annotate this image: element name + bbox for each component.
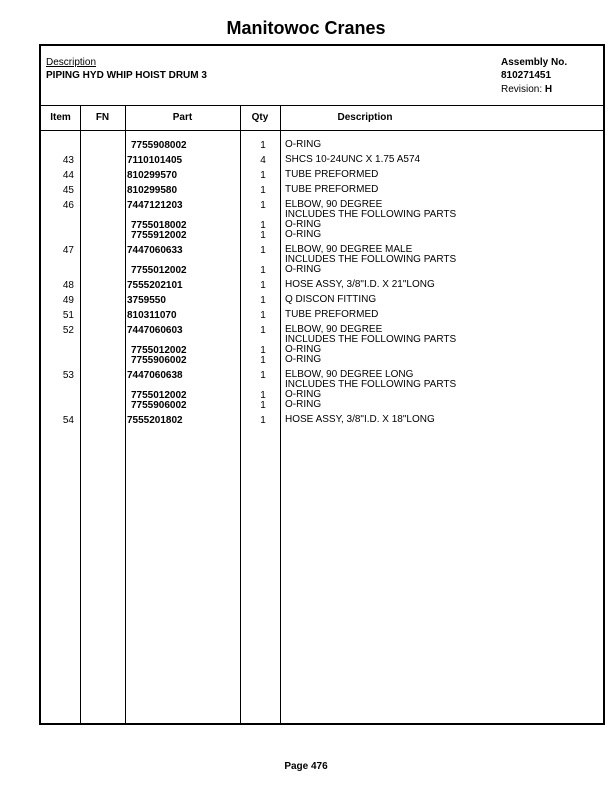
item-number: 45 [62,185,74,196]
quantity: 1 [260,170,266,181]
description-label: Description [46,57,97,68]
table-row [41,355,603,370]
page-number: Page 476 [284,761,328,772]
quantity: 4 [260,155,266,166]
part-number: 7447060603 [127,325,183,336]
revision-label: Revision: [501,84,543,95]
revision [501,84,552,95]
part-description [285,230,321,240]
table-row [41,370,603,390]
item-number: 52 [62,325,74,336]
description-line: O-RING [285,389,322,400]
quantity: 1 [260,140,266,151]
page-title: Manitowoc Cranes [226,18,386,38]
part-number: 7755012002 [131,265,187,276]
description-line: INCLUDES THE FOLLOWING PARTS [285,254,457,265]
part-description [285,370,456,390]
item-number: 48 [62,280,74,291]
part-number: 7110101405 [127,155,183,166]
part-number: 7755908002 [131,140,187,151]
table-row [41,310,603,325]
item-number: 46 [62,200,74,211]
column-header-qty: Qty [251,112,269,123]
item-number: 54 [62,415,74,426]
part-number: 7447060638 [127,370,183,381]
description-line: TUBE PREFORMED [285,169,379,180]
part-number: 7555201802 [127,415,183,426]
part-number: 7755906002 [131,400,187,411]
item-number: 49 [62,295,74,306]
part-description [285,355,321,365]
part-number: 7447121203 [127,200,183,211]
quantity: 1 [260,390,266,401]
table-row [41,220,603,230]
part-description [285,325,456,345]
part-description [285,400,321,410]
part-description [285,415,435,425]
part-number: 7755912002 [131,230,187,241]
column-header-description: Description [337,112,393,123]
description-line: O-RING [285,354,322,365]
part-description [285,310,378,320]
part-description [285,200,456,220]
item-number: 51 [62,310,74,321]
description-line: ELBOW, 90 DEGREE LONG [285,369,414,380]
table-row [41,200,603,220]
table-row [41,415,603,430]
part-description [285,295,376,305]
quantity: 1 [260,280,266,291]
part-number: 7755906002 [131,355,187,366]
quantity: 1 [260,345,266,356]
quantity: 1 [260,245,266,256]
description-line: TUBE PREFORMED [285,184,379,195]
table-row [41,170,603,185]
part-number: 7755012002 [131,390,187,401]
description-line: SHCS 10-24UNC X 1.75 A574 [285,154,421,165]
assembly-header [41,46,603,106]
description-line: ELBOW, 90 DEGREE MALE [285,244,413,255]
description-line: ELBOW, 90 DEGREE [285,324,383,335]
part-number: 7755012002 [131,345,187,356]
quantity: 1 [260,265,266,276]
description-value: PIPING HYD WHIP HOIST DRUM 3 [46,70,207,81]
table-row [41,230,603,245]
table-row [41,390,603,400]
parts-table-body [41,140,603,430]
quantity: 1 [260,355,266,366]
part-description [285,140,321,150]
quantity: 1 [260,185,266,196]
column-header-part: Part [172,112,193,123]
item-number: 53 [62,370,74,381]
description-line: TUBE PREFORMED [285,309,379,320]
quantity: 1 [260,295,266,306]
quantity: 1 [260,200,266,211]
quantity: 1 [260,220,266,231]
part-number: 810311070 [127,310,177,321]
description-line: Q DISCON FITTING [285,294,377,305]
description-line: O-RING [285,219,322,230]
table-row [41,280,603,295]
item-number: 47 [62,245,74,256]
description-line: O-RING [285,264,322,275]
part-number: 7555202101 [127,280,183,291]
table-row [41,400,603,415]
column-header-fn: FN [95,112,110,123]
quantity: 1 [260,415,266,426]
table-row [41,245,603,265]
table-row [41,345,603,355]
table-row [41,185,603,200]
item-number: 43 [62,155,74,166]
part-description [285,155,420,165]
parts-list-frame [39,44,605,725]
description-line: O-RING [285,344,322,355]
revision-value: H [544,84,553,95]
table-row [41,155,603,170]
part-description [285,185,378,195]
quantity: 1 [260,370,266,381]
description-line: O-RING [285,139,322,150]
table-row [41,295,603,310]
part-number: 810299570 [127,170,178,181]
part-number: 810299580 [127,185,178,196]
quantity: 1 [260,400,266,411]
part-number: 7755018002 [131,220,187,231]
description-line: INCLUDES THE FOLLOWING PARTS [285,334,457,345]
description-line: HOSE ASSY, 3/8"I.D. X 18"LONG [285,414,435,425]
quantity: 1 [260,325,266,336]
part-description [285,245,456,265]
assembly-number-value: 810271451 [501,70,552,81]
description-line: INCLUDES THE FOLLOWING PARTS [285,209,457,220]
part-description [285,265,321,275]
table-row [41,140,603,155]
part-description [285,280,435,290]
description-line: O-RING [285,399,322,410]
table-row [41,265,603,280]
description-line: ELBOW, 90 DEGREE [285,199,383,210]
part-number: 7447060633 [127,245,183,256]
item-number: 44 [62,170,74,181]
assembly-number-label: Assembly No. [501,57,568,68]
table-row [41,325,603,345]
part-description [285,170,378,180]
quantity: 1 [260,230,266,241]
part-number: 3759550 [127,295,166,306]
description-line: HOSE ASSY, 3/8"I.D. X 21"LONG [285,279,435,290]
description-line: O-RING [285,229,322,240]
column-header-item: Item [50,112,71,123]
quantity: 1 [260,310,266,321]
description-line: INCLUDES THE FOLLOWING PARTS [285,379,457,390]
